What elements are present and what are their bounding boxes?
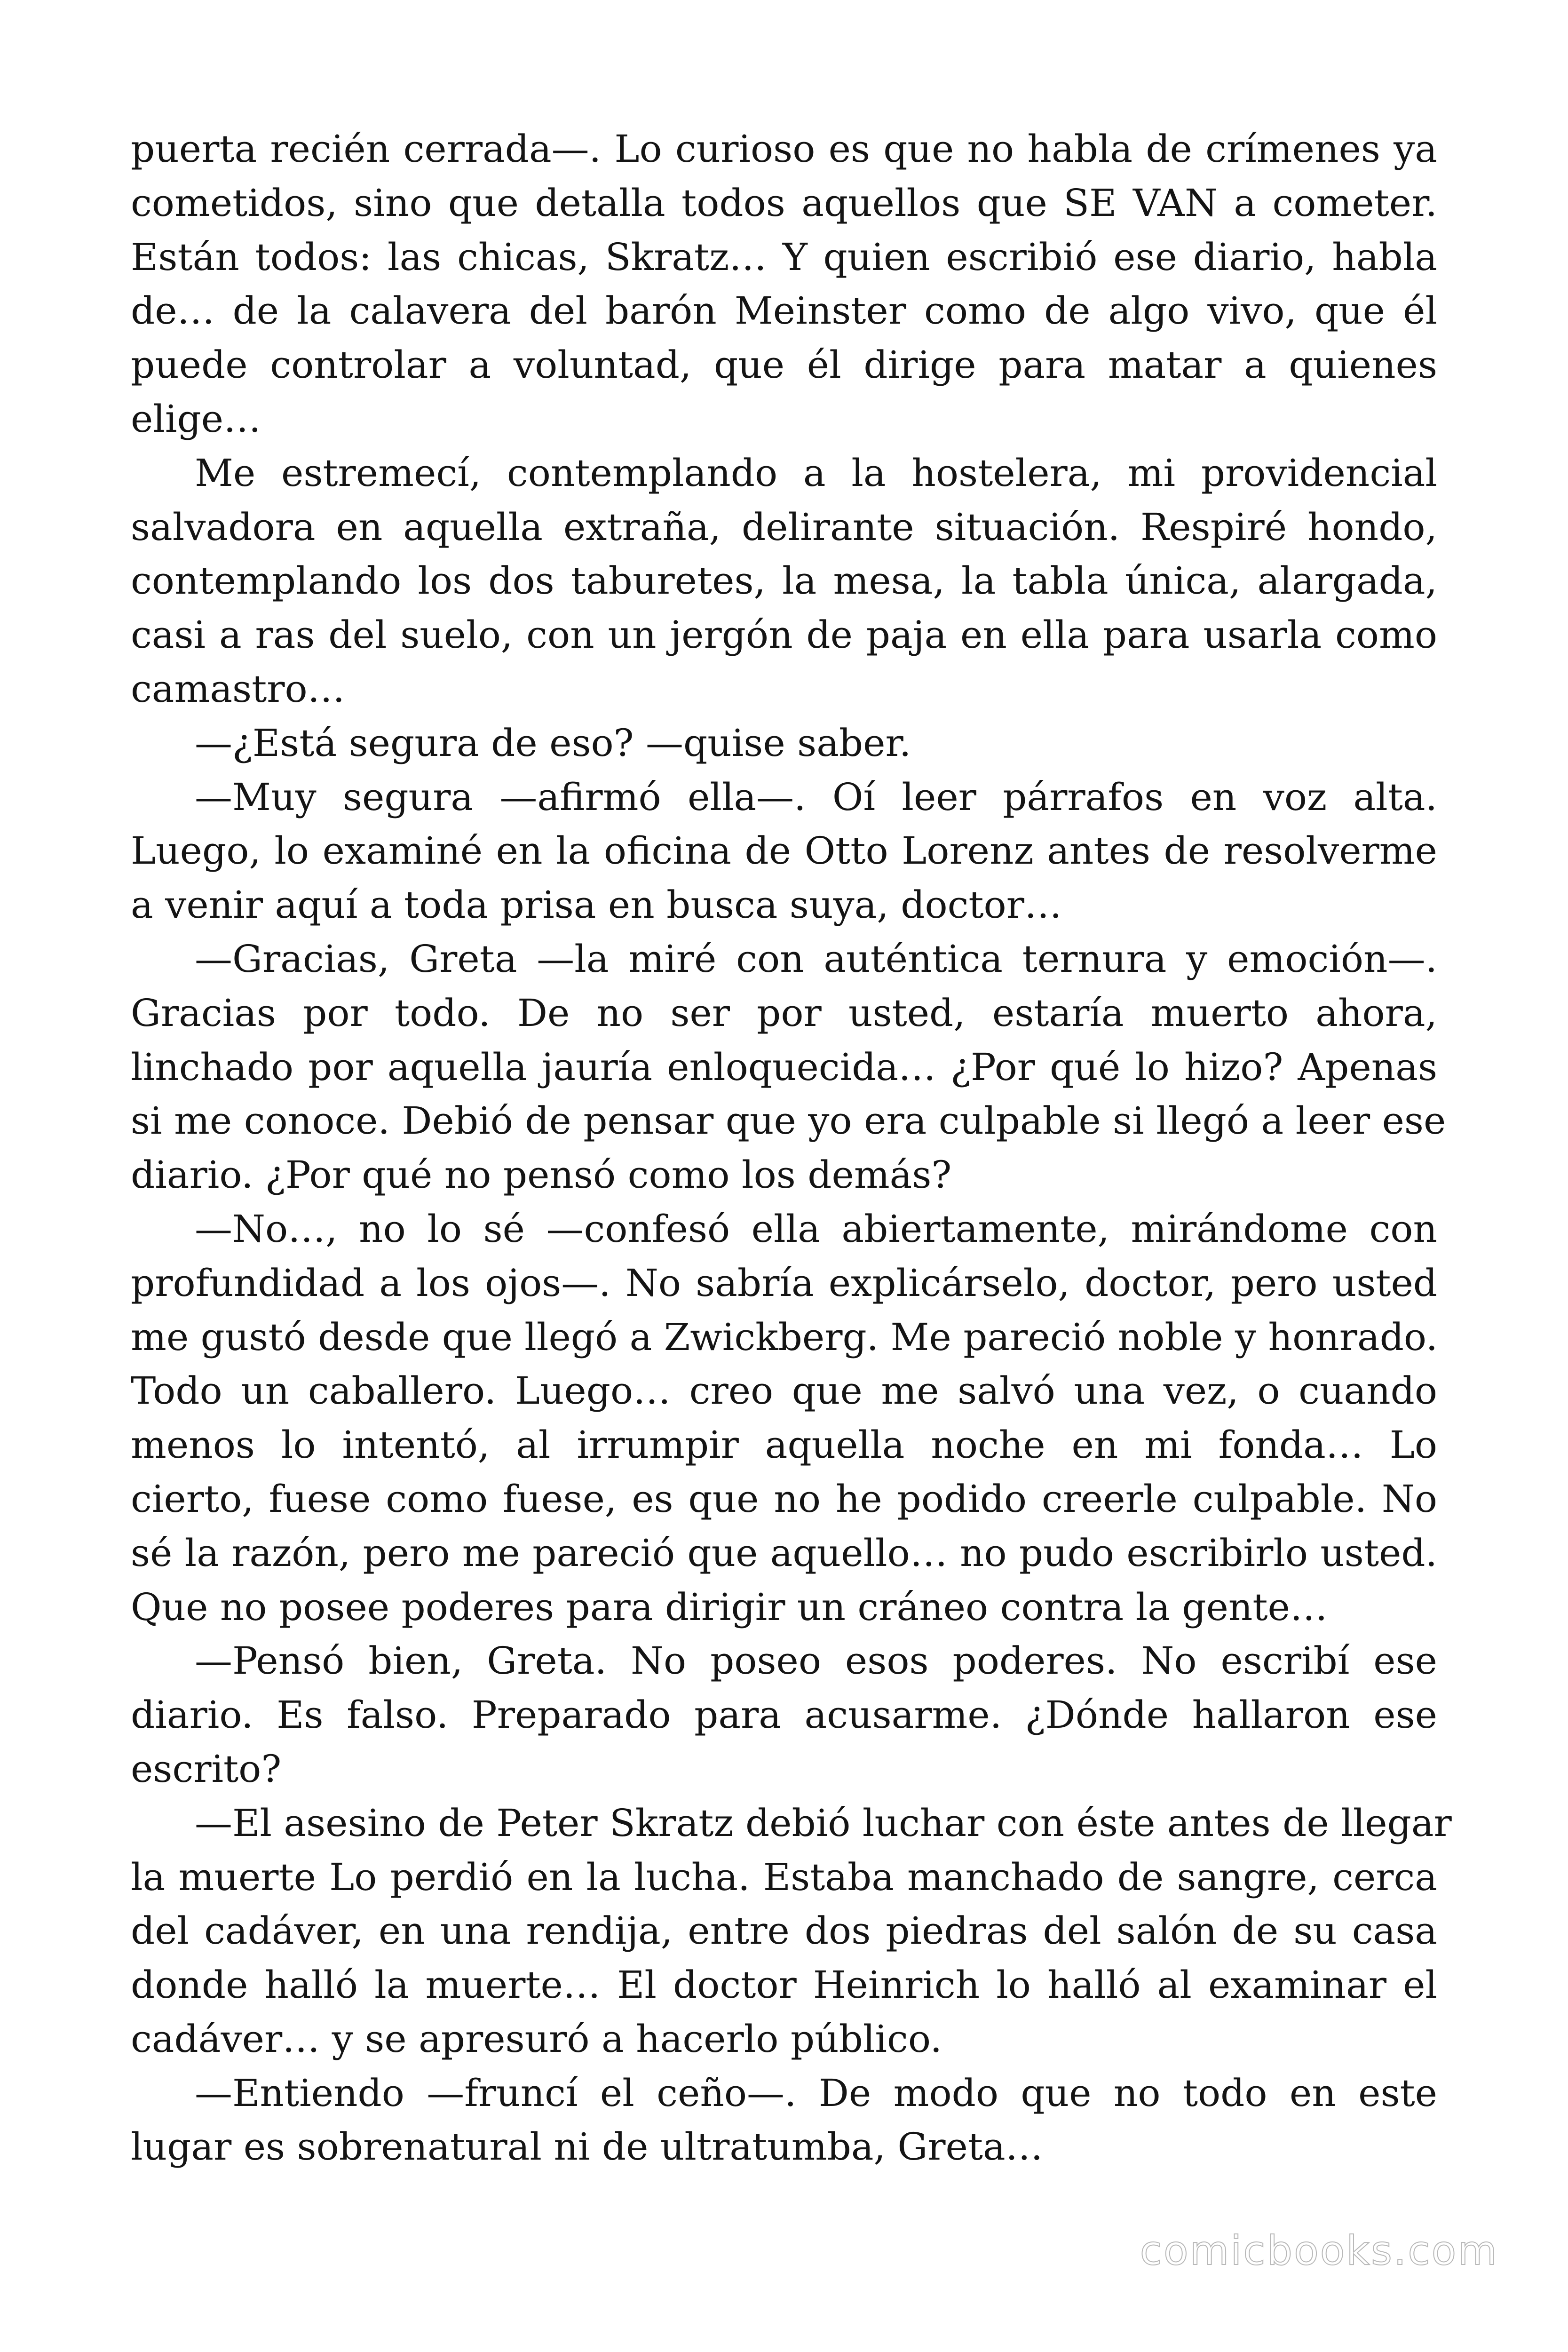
text-line: a venir aquí a toda prisa en busca suya, doctor…	[131, 883, 1062, 927]
text-line: lugar es sobrenatural ni de ultratumba, Greta…	[131, 2125, 1043, 2169]
text-line: cometidos, sino que detalla todos aquellos que SE VAN a cometer.	[131, 181, 1437, 225]
paragraph	[131, 122, 1437, 446]
paragraph	[131, 771, 1437, 932]
text-line: cadáver… y se apresuró a hacerlo público.	[131, 2017, 942, 2061]
text-line: casi a ras del suelo, con un jergón de paja en ella para usarla como	[131, 613, 1437, 657]
text-line: profundidad a los ojos—. No sabría explicárselo, doctor, pero usted	[131, 1261, 1437, 1305]
text-line: la muerte Lo perdió en la lucha. Estaba manchado de sangre, cerca	[131, 1855, 1437, 1899]
text-line: Luego, lo examiné en la oficina de Otto Lorenz antes de resolverme	[131, 829, 1437, 873]
text-line: —Entiendo —fruncí el ceño—. De modo que no todo en este	[195, 2071, 1437, 2115]
text-line: menos lo intentó, al irrumpir aquella noche en mi fonda… Lo	[131, 1423, 1437, 1467]
paragraph	[131, 446, 1437, 716]
text-line: sé la razón, pero me pareció que aquello… no pudo escribirlo usted.	[131, 1531, 1437, 1575]
paragraph	[131, 1796, 1452, 2066]
text-line: Todo un caballero. Luego… creo que me salvó una vez, o cuando	[131, 1369, 1437, 1413]
paragraph	[131, 1634, 1437, 1796]
text-line: —El asesino de Peter Skratz debió luchar con éste antes de llegar	[195, 1801, 1452, 1845]
watermark: comicbooks.com	[1140, 2227, 1498, 2274]
text-line: —No…, no lo sé —confesó ella abiertamente, mirándome con	[195, 1207, 1437, 1251]
text-line: puerta recién cerrada—. Lo curioso es que no habla de crímenes ya	[131, 127, 1437, 171]
text-line: de… de la calavera del barón Meinster como de algo vivo, que él	[131, 289, 1437, 333]
paragraph	[131, 2066, 1437, 2175]
text-line: Me estremecí, contemplando a la hostelera, mi providencial	[195, 451, 1437, 495]
text-line: escrito?	[131, 1747, 282, 1791]
text-line: si me conoce. Debió de pensar que yo era culpable si llegó a leer ese	[131, 1099, 1446, 1143]
text-line: Están todos: las chicas, Skratz… Y quien escribió ese diario, habla	[131, 235, 1437, 279]
text-line: elige…	[131, 397, 261, 441]
text-line: Que no posee poderes para dirigir un cráneo contra la gente…	[131, 1585, 1328, 1629]
text-line: —Gracias, Greta —la miré con auténtica ternura y emoción—.	[195, 937, 1437, 981]
page-text	[131, 122, 1452, 2174]
paragraph	[131, 716, 1437, 771]
text-line: del cadáver, en una rendija, entre dos piedras del salón de su casa	[131, 1909, 1437, 1953]
text-line: —Pensó bien, Greta. No poseo esos poderes. No escribí ese	[195, 1639, 1437, 1683]
text-line: linchado por aquella jauría enloquecida… ¿Por qué lo hizo? Apenas	[131, 1045, 1437, 1089]
text-line: cierto, fuese como fuese, es que no he podido creerle culpable. No	[131, 1477, 1437, 1521]
text-line: contemplando los dos taburetes, la mesa, la tabla única, alargada,	[131, 559, 1437, 603]
text-line: —¿Está segura de eso? —quise saber.	[195, 721, 911, 765]
text-line: camastro…	[131, 667, 345, 711]
text-line: me gustó desde que llegó a Zwickberg. Me pareció noble y honrado.	[131, 1315, 1438, 1359]
text-line: Gracias por todo. De no ser por usted, estaría muerto ahora,	[131, 991, 1437, 1035]
paragraph	[131, 932, 1446, 1202]
paragraph	[131, 1202, 1437, 1634]
text-line: donde halló la muerte… El doctor Heinrich lo halló al examinar el	[131, 1963, 1437, 2007]
text-line: salvadora en aquella extraña, delirante situación. Respiré hondo,	[131, 505, 1437, 549]
text-line: diario. ¿Por qué no pensó como los demás?	[131, 1153, 952, 1197]
text-line: puede controlar a voluntad, que él dirige para matar a quienes	[131, 343, 1437, 387]
text-line: —Muy segura —afirmó ella—. Oí leer párrafos en voz alta.	[195, 775, 1437, 819]
text-line: diario. Es falso. Preparado para acusarme. ¿Dónde hallaron ese	[131, 1693, 1437, 1737]
